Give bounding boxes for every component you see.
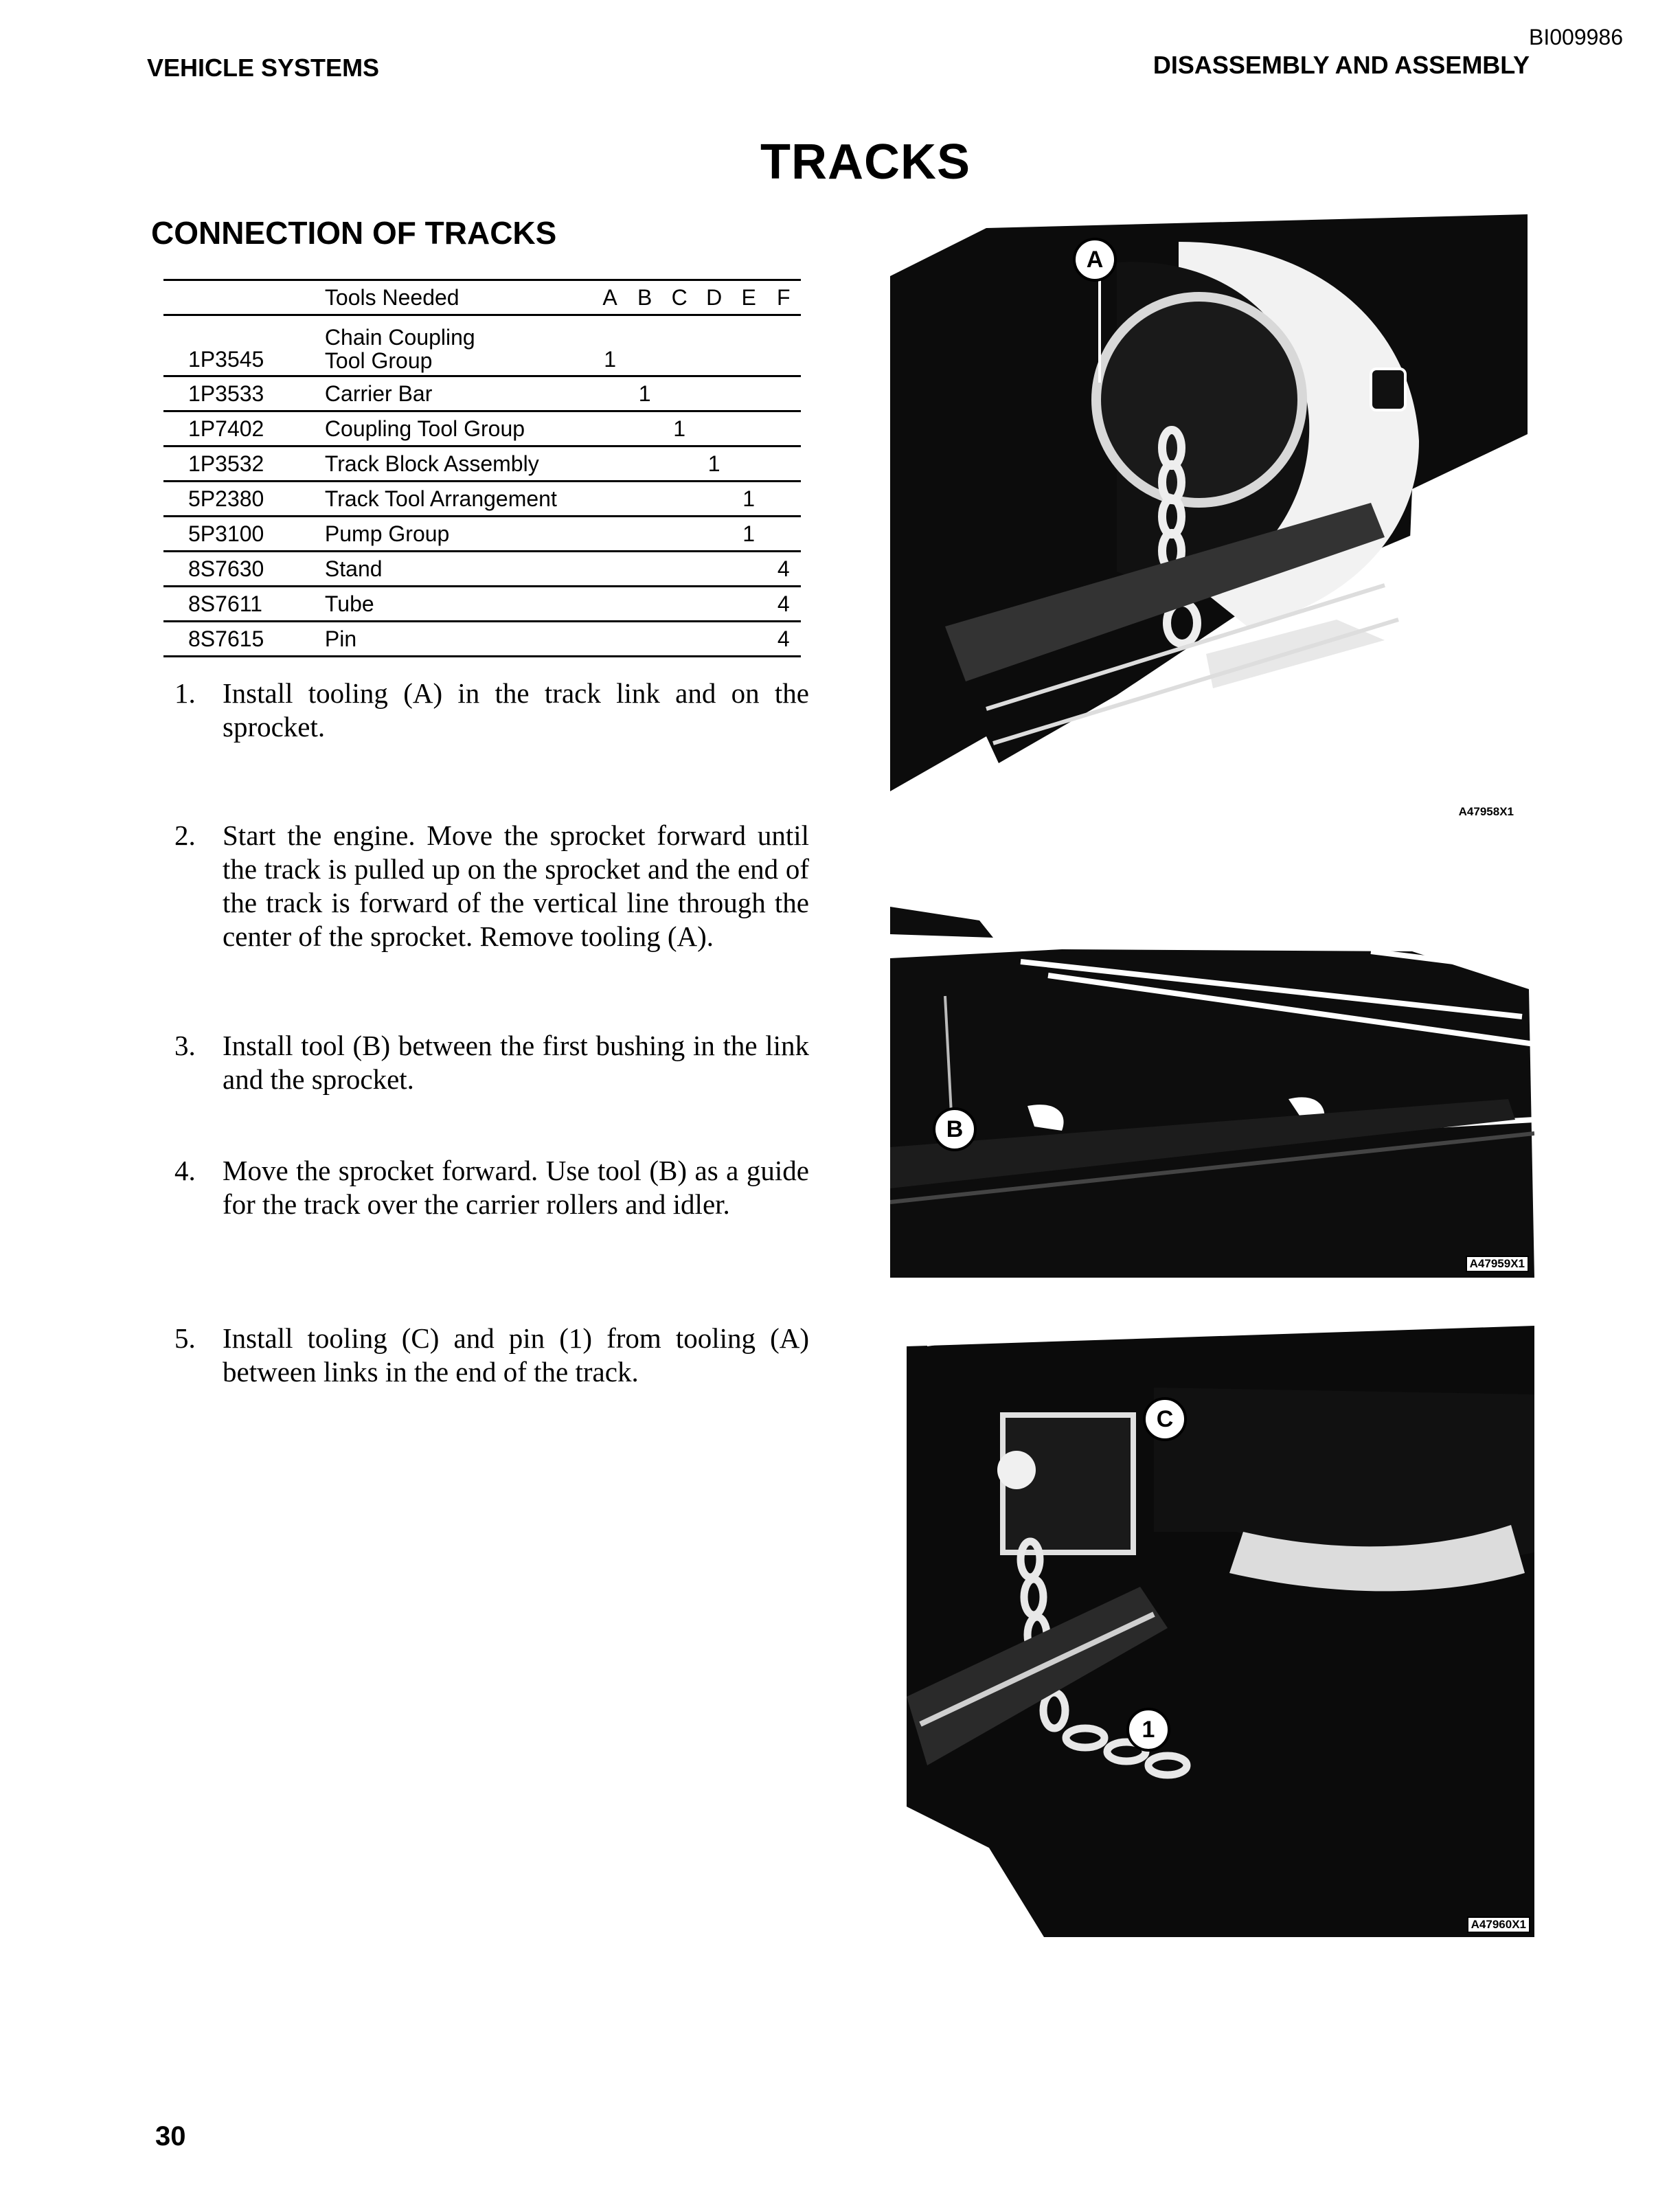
step-number: 4. xyxy=(174,1155,196,1186)
tool-name: Track Tool Arrangement xyxy=(321,482,593,517)
column-header: C xyxy=(662,280,697,315)
figure-caption: A47960X1 xyxy=(1467,1916,1530,1933)
figure-sprocket-tooling-a xyxy=(890,214,1528,826)
qty-cell: 4 xyxy=(766,622,801,657)
qty-cell xyxy=(593,446,628,482)
tool-name: Track Block Assembly xyxy=(321,446,593,482)
qty-cell xyxy=(731,446,767,482)
qty-cell xyxy=(662,517,697,552)
page-title: TRACKS xyxy=(760,135,970,190)
step-item xyxy=(174,1029,809,1096)
qty-cell xyxy=(662,315,697,376)
column-header: F xyxy=(766,280,801,315)
column-header: E xyxy=(731,280,767,315)
table-row xyxy=(163,446,801,482)
qty-cell xyxy=(593,411,628,446)
table-row xyxy=(163,587,801,622)
step-number: 1. xyxy=(174,677,196,709)
photo-track-links xyxy=(890,900,1534,1278)
qty-cell: 4 xyxy=(766,587,801,622)
step-text: Start the engine. Move the sprocket forward until the track is pulled up on the sprocket and the end of the track is forward of the vertical line through the center of the sprocket. Remove tooling (A). xyxy=(223,819,809,952)
section-title: CONNECTION OF TRACKS xyxy=(151,215,557,251)
tool-name-line: Chain Coupling xyxy=(324,325,475,350)
table-header-row xyxy=(163,280,801,315)
qty-cell xyxy=(627,587,662,622)
step-item xyxy=(174,1322,809,1389)
part-number: 8S7611 xyxy=(163,587,321,622)
step-text: Move the sprocket forward. Use tool (B) as a guide for the track over the carrier rollers and idler. xyxy=(223,1155,809,1220)
table-row xyxy=(163,622,801,657)
qty-cell xyxy=(766,446,801,482)
qty-cell xyxy=(696,482,731,517)
qty-cell xyxy=(696,622,731,657)
figure-track-tool-b xyxy=(890,900,1534,1278)
tool-name: Carrier Bar xyxy=(321,376,593,411)
qty-cell xyxy=(627,482,662,517)
figure-caption: A47959X1 xyxy=(1466,1256,1529,1272)
marker-b: B xyxy=(933,1107,977,1151)
qty-cell xyxy=(627,446,662,482)
photo-coupling-chain xyxy=(907,1326,1534,1937)
qty-cell xyxy=(696,315,731,376)
qty-cell xyxy=(662,622,697,657)
qty-cell xyxy=(593,587,628,622)
tool-name: Pin xyxy=(321,622,593,657)
qty-cell xyxy=(593,552,628,587)
qty-cell xyxy=(593,376,628,411)
figure-caption: A47958X1 xyxy=(1458,805,1514,818)
table-row xyxy=(163,315,801,376)
tools-table xyxy=(163,279,801,657)
qty-cell xyxy=(627,552,662,587)
qty-cell xyxy=(662,376,697,411)
part-number: 8S7630 xyxy=(163,552,321,587)
table-header-part xyxy=(163,280,321,315)
qty-cell xyxy=(696,517,731,552)
table-header-tools: Tools Needed xyxy=(321,280,593,315)
qty-cell xyxy=(731,315,767,376)
table-row xyxy=(163,517,801,552)
step-text: Install tooling (C) and pin (1) from tooling (A) between links in the end of the track. xyxy=(223,1322,809,1388)
qty-cell xyxy=(766,411,801,446)
page-number: 30 xyxy=(155,2121,186,2151)
table-row xyxy=(163,482,801,517)
tool-name: Stand xyxy=(321,552,593,587)
qty-cell: 1 xyxy=(627,376,662,411)
photo-sprocket-chain xyxy=(890,214,1528,826)
part-number: 1P3532 xyxy=(163,446,321,482)
tool-name xyxy=(321,315,593,376)
part-number: 1P3533 xyxy=(163,376,321,411)
qty-cell: 1 xyxy=(593,315,628,376)
table-row xyxy=(163,552,801,587)
qty-cell xyxy=(696,376,731,411)
tool-name: Tube xyxy=(321,587,593,622)
qty-cell xyxy=(731,552,767,587)
step-text: Install tool (B) between the first bushing in the link and the sprocket. xyxy=(223,1030,809,1095)
qty-cell xyxy=(627,517,662,552)
qty-cell xyxy=(766,517,801,552)
qty-cell: 1 xyxy=(696,446,731,482)
qty-cell: 1 xyxy=(731,517,767,552)
qty-cell xyxy=(731,622,767,657)
qty-cell: 4 xyxy=(766,552,801,587)
qty-cell: 1 xyxy=(731,482,767,517)
step-number: 5. xyxy=(174,1322,196,1354)
header-right-title: DISASSEMBLY AND ASSEMBLY xyxy=(1153,51,1530,79)
qty-cell xyxy=(696,411,731,446)
header-left-title: VEHICLE SYSTEMS xyxy=(147,54,380,82)
qty-cell xyxy=(766,315,801,376)
qty-cell xyxy=(627,622,662,657)
part-number: 8S7615 xyxy=(163,622,321,657)
part-number: 5P2380 xyxy=(163,482,321,517)
qty-cell xyxy=(662,482,697,517)
tool-name: Pump Group xyxy=(321,517,593,552)
step-item xyxy=(174,1154,809,1221)
qty-cell: 1 xyxy=(662,411,697,446)
qty-cell xyxy=(627,411,662,446)
qty-cell xyxy=(593,482,628,517)
qty-cell xyxy=(662,552,697,587)
qty-cell xyxy=(731,376,767,411)
marker-c: C xyxy=(1143,1397,1187,1441)
qty-cell xyxy=(593,622,628,657)
qty-cell xyxy=(696,552,731,587)
qty-cell xyxy=(662,446,697,482)
part-number: 5P3100 xyxy=(163,517,321,552)
step-number: 3. xyxy=(174,1030,196,1061)
part-number: 1P7402 xyxy=(163,411,321,446)
qty-cell xyxy=(593,517,628,552)
step-item xyxy=(174,677,809,744)
qty-cell xyxy=(731,411,767,446)
qty-cell xyxy=(696,587,731,622)
table-row xyxy=(163,411,801,446)
tool-name: Coupling Tool Group xyxy=(321,411,593,446)
tool-name-line: Tool Group xyxy=(324,348,433,373)
qty-cell xyxy=(662,587,697,622)
document-code: BI009986 xyxy=(1529,25,1624,49)
column-header: D xyxy=(696,280,731,315)
part-number: 1P3545 xyxy=(163,315,321,376)
step-item xyxy=(174,819,809,953)
step-text: Install tooling (A) in the track link and on the sprocket. xyxy=(223,677,809,743)
table-row xyxy=(163,376,801,411)
qty-cell xyxy=(627,315,662,376)
qty-cell xyxy=(766,482,801,517)
column-header: A xyxy=(593,280,628,315)
marker-1: 1 xyxy=(1126,1708,1170,1752)
qty-cell xyxy=(766,376,801,411)
marker-a: A xyxy=(1073,238,1117,282)
step-number: 2. xyxy=(174,819,196,851)
column-header: B xyxy=(627,280,662,315)
qty-cell xyxy=(731,587,767,622)
figure-tooling-c-pin xyxy=(907,1326,1534,1937)
